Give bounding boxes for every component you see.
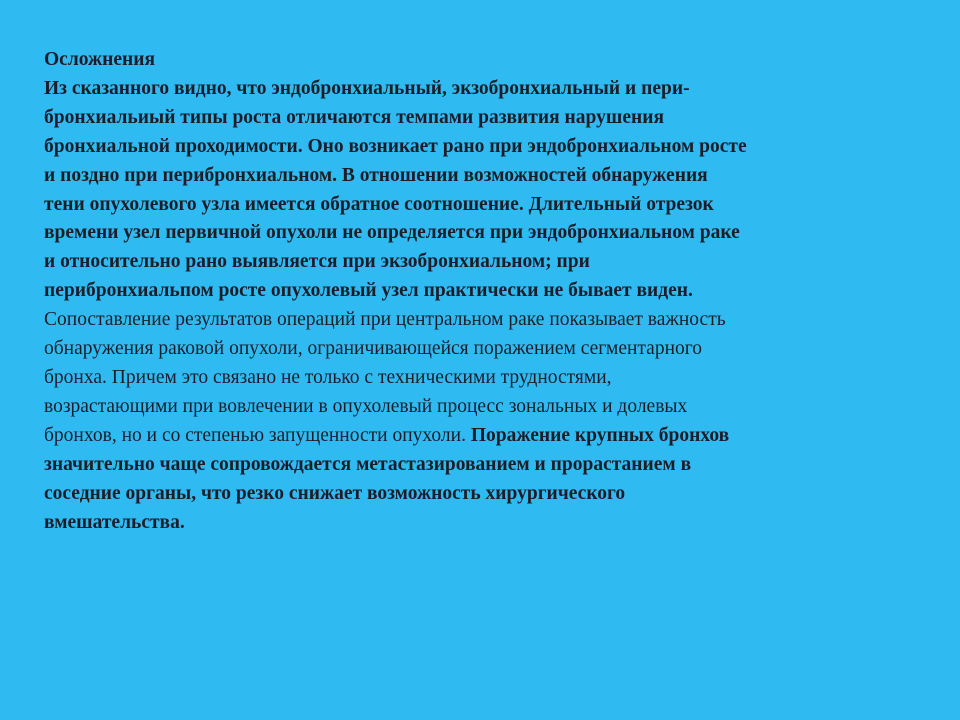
text-line: возрастающими при вовлечении в опухолевый процесс зональных и долевых	[44, 395, 688, 417]
text-line: бронхиальиый типы роста отличаются темпами развития нарушения	[44, 106, 664, 128]
text-line: Сопоставление результатов операций при центральном раке показывает важность	[44, 309, 726, 331]
text-line: и поздно при перибронхиальном. В отношении возможностей обнаружения	[44, 164, 708, 186]
mixed-regular-part: бронхов, но и со степенью запущенности опухоли.	[44, 424, 471, 446]
mixed-bold-part: Поражение крупных бронхов	[470, 424, 730, 446]
slide-content	[44, 46, 924, 537]
text-line: соседние органы, что резко снижает возможность хирургического	[44, 482, 626, 504]
text-line: тени опухолевого узла имеется обратное соотношение. Длительный отрезок	[44, 193, 714, 215]
slide-title: Осложнения	[44, 49, 156, 70]
text-line: бронхиальной проходимости. Оно возникает рано при эндобронхиальном росте	[44, 135, 747, 157]
text-line: вмешательства.	[44, 511, 185, 533]
text-line: перибронхиальпом росте опухолевый узел практически не бывает виден.	[44, 280, 693, 302]
text-line: времени узел первичной опухоли не определяется при эндобронхиальном раке	[44, 222, 740, 244]
text-line: Из сказанного видно, что эндобронхиальный, экзобронхиальный и пери-	[44, 77, 690, 99]
text-line: обнаружения раковой опухоли, ограничивающейся поражением сегментарного	[44, 338, 703, 360]
mixed-text-line	[44, 422, 924, 451]
text-line: значительно чаще сопровождается метастазированием и прорастанием в	[44, 453, 692, 475]
text-line: бронха. Причем это связано не только с техническими трудностями,	[44, 366, 612, 388]
text-line: и относительно рано выявляется при экзобронхиальном; при	[44, 251, 590, 273]
